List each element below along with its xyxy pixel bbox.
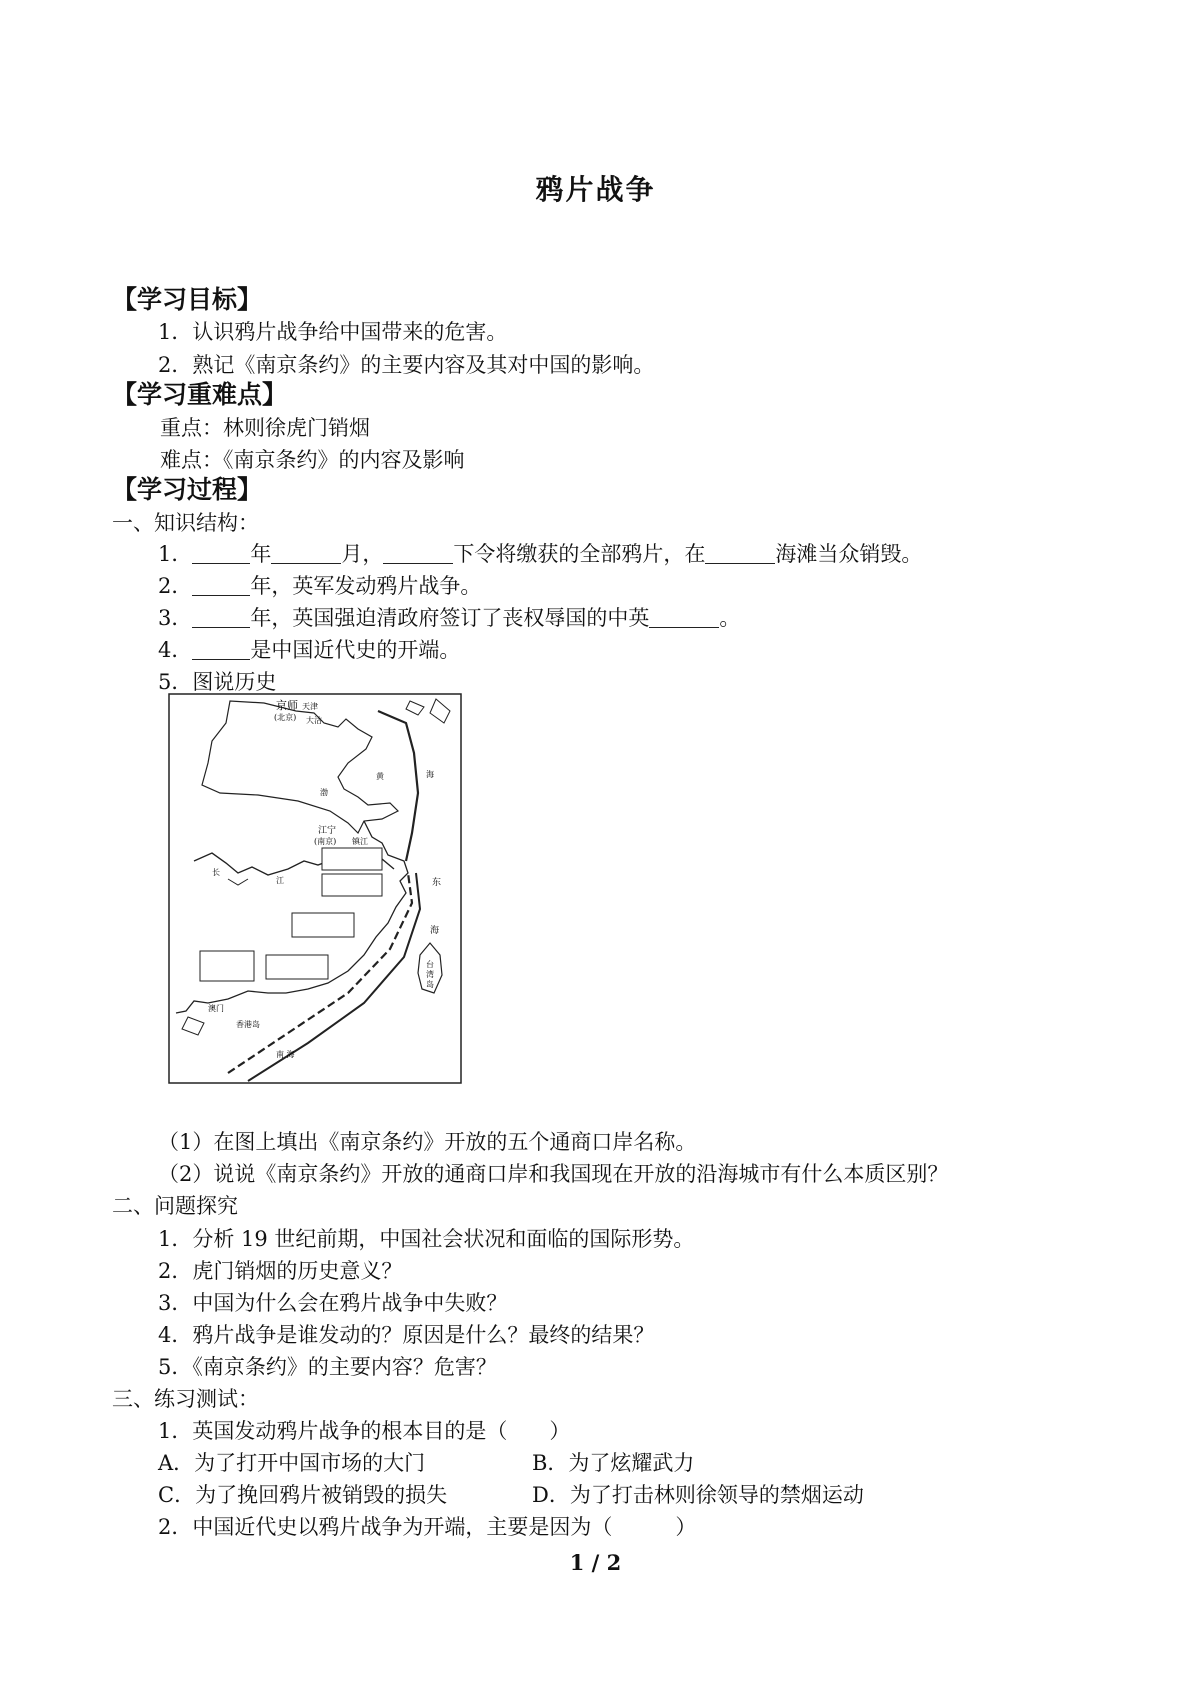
answer-blank[interactable]	[192, 575, 250, 596]
option-a[interactable]: A．为了打开中国市场的大门	[158, 1451, 426, 1475]
map-label: 渤	[320, 788, 328, 797]
answer-blank[interactable]	[192, 607, 250, 628]
map-label: 江宁	[318, 826, 337, 836]
practice-heading: 三、练习测试：	[112, 1387, 259, 1411]
map-label: 岛	[426, 980, 434, 989]
inquiry-item: 5．《南京条约》的主要内容？危害？	[158, 1355, 497, 1379]
map-label: 香港岛	[236, 1020, 260, 1029]
port-label-box	[200, 951, 254, 981]
map-label: 南 海	[276, 1050, 295, 1059]
practice-question: 2．中国近代史以鸦片战争为开端，主要是因为（ ）	[158, 1515, 697, 1539]
option-b[interactable]: B．为了炫耀武力	[532, 1451, 695, 1475]
map-label: 长	[212, 868, 220, 877]
map-label: 天津	[302, 702, 318, 711]
option-d[interactable]: D．为了打击林则徐领导的禁烟运动	[532, 1483, 864, 1507]
process-header: 【学习过程】	[112, 475, 263, 504]
map-label: 台	[426, 960, 434, 969]
answer-blank[interactable]	[192, 639, 250, 660]
goal-item: 2．熟记《南京条约》的主要内容及其对中国的影响。	[158, 353, 655, 377]
fill-item-5: 5．图说历史	[158, 670, 277, 694]
answer-blank[interactable]	[705, 543, 775, 564]
option-c[interactable]: C．为了挽回鸦片被销毁的损失	[158, 1483, 448, 1507]
port-label-box	[322, 874, 382, 896]
answer-blank[interactable]	[271, 543, 341, 564]
fill-item-4: 4． 是中国近代史的开端。	[158, 638, 461, 662]
difficult-point-item: 难点：《南京条约》的内容及影响	[160, 448, 465, 472]
page-number: 1 / 2	[569, 1550, 622, 1575]
map-label: 大沽	[306, 716, 322, 725]
map-question: （1）在图上填出《南京条约》开放的五个通商口岸名称。	[158, 1130, 697, 1154]
port-label-box	[292, 913, 354, 937]
key-point-item: 重点：林则徐虎门销烟	[160, 416, 370, 440]
port-label-box	[266, 955, 328, 979]
answer-blank[interactable]	[649, 607, 719, 628]
map-label: 澳门	[208, 1004, 224, 1013]
page-title: 鸦片战争	[535, 173, 656, 206]
map-label: 海	[430, 926, 440, 936]
fill-item-2: 2． 年，英军发动鸦片战争。	[158, 574, 482, 598]
goal-item: 1．认识鸦片战争给中国带来的危害。	[158, 320, 508, 344]
answer-blank[interactable]	[383, 543, 453, 564]
goals-header: 【学习目标】	[112, 285, 263, 314]
inquiry-item: 2．虎门销烟的历史意义？	[158, 1259, 403, 1283]
map-label: (北京)	[274, 713, 297, 722]
inquiry-item: 1．分析 19 世纪前期，中国社会状况和面临的国际形势。	[158, 1227, 695, 1251]
fill-item-1: 1． 年 月， 下令将缴获的全部鸦片，在 海滩当众销毁。	[158, 542, 923, 566]
map-label: 江	[276, 876, 284, 885]
knowledge-heading: 一、知识结构：	[112, 511, 259, 535]
practice-question: 1．英国发动鸦片战争的根本目的是（ ）	[158, 1419, 571, 1443]
port-label-box	[322, 848, 382, 870]
map-label: 黄	[376, 772, 384, 781]
map-label: 京师	[276, 699, 298, 712]
map-question: （2）说说《南京条约》开放的通商口岸和我国现在开放的沿海城市有什么本质区别？	[158, 1162, 949, 1186]
map-label: 海	[426, 770, 434, 779]
map-label: (南京)	[314, 837, 337, 846]
inquiry-heading: 二、问题探究	[112, 1194, 238, 1218]
key-points-header: 【学习重难点】	[112, 380, 288, 409]
map-label: 镇江	[352, 837, 368, 846]
inquiry-item: 4．鸦片战争是谁发动的？原因是什么？最终的结果？	[158, 1323, 655, 1347]
map-label: 湾	[426, 970, 434, 979]
fill-item-3: 3． 年，英国强迫清政府签订了丧权辱国的中英 。	[158, 606, 741, 630]
opium-war-map	[168, 693, 462, 1084]
answer-blank[interactable]	[192, 543, 250, 564]
inquiry-item: 3．中国为什么会在鸦片战争中失败？	[158, 1291, 508, 1315]
map-label: 东	[432, 878, 442, 888]
